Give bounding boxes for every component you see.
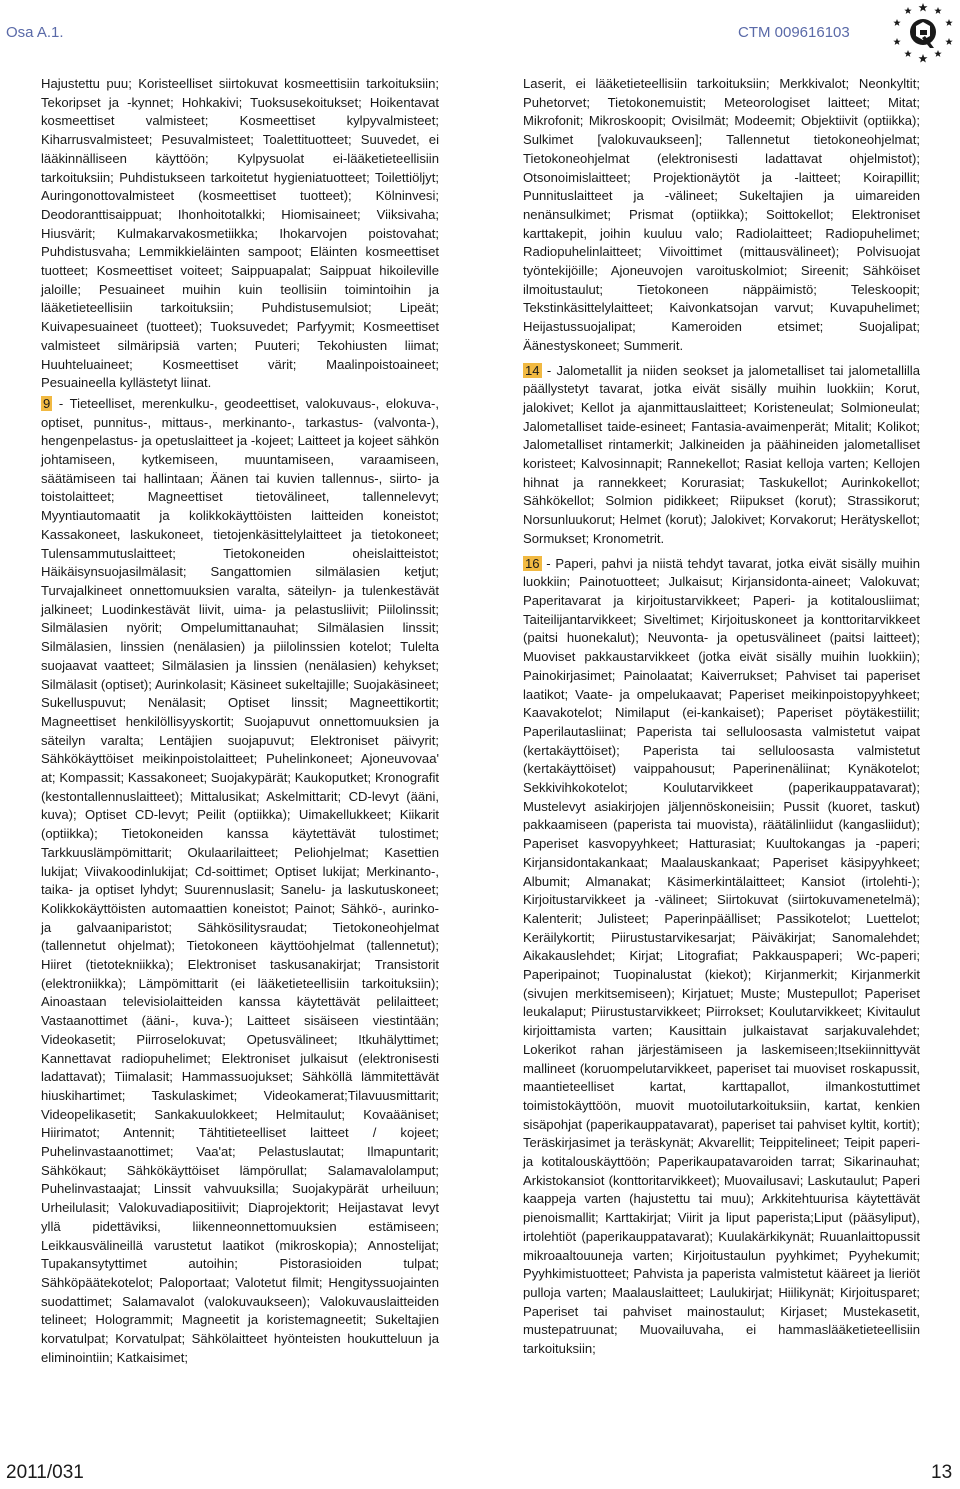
class-14-paragraph bbox=[523, 362, 920, 549]
left-intro-paragraph bbox=[41, 75, 439, 393]
class-9-text: - Tieteelliset, merenkulku-, geodeettiset, valokuvaus-, elokuva-, optiset, punnitus-, mittaus-, merkinanto-, tarkastus- (valvonta-), hengenpelastus- ja opetuslaitteet ja -kojeet; Laitteet ja kojeet sähkön johtamiseen, kytkemiseen, muuntamiseen, varaamiseen, säätämiseen tai hallintaan; Äänen tai kuvien tallennus-, siirto- ja toistolaitteet; Magneettiset tietovälineet, tallennelevyt; Myyntiautomaatit ja kolikkokäyttöisten laitteiden koneistot; Kassakoneet, laskukoneet, tietojenkäsittelylaitteet ja tietokoneet; Tulensammutuslaitteet; Tietokoneiden oheislaitteistot; Häikäisynsuojasilmälasit; Sangattomien silmälasien ketjut; Turvajalkineet onnettomuuksien varalta, säteilyn- ja tulenkestävät jalkineet; Luodinkestävät liivit, uima- ja pelastusliivit; Piilolinssit; Silmälasien nyörit; Ompelumittanauhat; Silmälasien linssit; Silmälasien, linssien (nenälasien) ja piilolinssien kotelot; Tulelta suojaavat vaatteet; Silmälasien ja linssien (nenälasien) kehykset; Silmälasit (optiset); Aurinkolasit; Käsineet sukeltajille; Suojakäsineet; Sukelluspuvut; Nenälasit; Optiset linssit; Magneettikortit; Magneettiset henkilöllisyyskortit; Suojapuvut onnettomuuksien ja säteilyn varalta; Lentäjien suojapuvut; Elektroniset päivyrit; Sähkökäyttöiset meikinpoistolaitteet; Puhelinkoneet; Ajoneuvovaa' at; Kompassit; Kassakoneet; Suojakypärät; Kaukoputket; Kronografit (kestontallennuslaitteet); Mittalusikat; Askelmittarit; CD-levyt (ääni, kuva); Optiset CD-levyt; Peilit (optiikka); Uimakellukkeet; Kiikarit (optiikka); Tietokoneiden kanssa käytettävät tulostimet; Tarkkuuslämpömittarit; Okulaarilaitteet; Peliohjelmat; Kasettien lukijat; Viivakoodinlukijat; Cd-soittimet; Optiset lukijat; Merkinanto-, taika- ja optiset lyhdyt; Suurennuslasit; Sanelu- ja laskutuskoneet; Kolikkokäyttöisten automaattien koneistot; Painot; Sähkö-, aurinko- ja galvaaniparistot; Sähkösilitysraudat; Tietokoneohjelmat (tallennetut ohjelmat); Tietokoneen käyttöohjelmat (tallennetut); Hiiret (tietotekniikka); Elektroniset taskusanakirjat; Transistorit (elektroniikka); Lämpömittarit (ei lääketieteellisiin tarkoituksiin); Ainoastaan televisiolaitteiden kanssa käytettävät pelilaitteet; Vastaanottimet (ääni-, kuva-); Laitteet sisäiseen viestintään; Videokasetit; Piirroselokuvat; Opetusvälineet; Itkuhälyttimet; Kannettavat radiopuhelimet; Elektroniset julkaisut (elektronisesti ladattavat); Tiimalasit; Hammassuojukset; Sähköllä lämmitettävät hiuskihartimet; Taskulaskimet; Videokamerat;Tilavuusmittarit; Videopelikasetit; Sankakuulokkeet; Helmitaulut; Kovaääniset; Hiirimatot; Antennit; Tähtitieteelliset laitteet / kojeet; Puhelinvastaanottimet; Vaa'at; Pelastuslautat; Ilmapuntarit; Sähkökaut; Sähkökäyttöiset lämpörullat; Salamavalolamput; Puhelinvastaajat; Linssit vahvuuksilla; Suojakypärät urheiluun; Urheilulasit; Valokuvadiapositiivit; Diaprojektorit; Heijastavat levyt yllä pidettäviksi, liikenneonnettomuuksien estämiseen; Leikkausvälineillä varustetut laatikot (mikroskopia); Annostelijat; Tupakansytyttimet autoihin; Pistorasioiden tulpat; Sähköpäätekotelot; Paloportaat; Valotetut filmit; Hengityssuojainten suodattimet; Salamavalot (valokuvaukseen); Valokuvauslaitteiden telineet; Hologrammit; Magneetit ja koristemagneetit; Sukeltajien korvatulpat; Korvatulpat; Sähkölaitteet hyönteisten houkutteluun ja eliminointiin; Katkaisimet; bbox=[41, 395, 439, 1365]
page-number: 13 bbox=[931, 1462, 953, 1483]
class-9-paragraph bbox=[41, 395, 439, 1368]
left-intro-text: Hajustettu puu; Koristeelliset siirtokuvat kosmeettisiin tarkoituksiin; Tekoripset ja -kynnet; Hohkakivi; Tuoksusekoitukset; Hoikentavat kosmeettiset valmisteet; Kosmeettiset kylpyvalmisteet; Kiharrusvalmisteet; Pesuvalmisteet; Toalettituotteet; Suuvedet, ei lääkinnälliseen käyttöön; Kylpysuolat ei-lääketieteellisiin tarkoituksiin; Puhdistukseen tarkoitetut hygieniatuotteet; Toilettiöljyt; Auringonottovalmisteet (kosmeettiset tuotteet); Kölninvesi; Deodoranttisaippuat; Ihonhoitotalkki; Hiomisaineet; Viiksivaha; Hiusvärit; Kulmakarvakosmetiikka; Ihokarvojen poistovahat; Puhdistusvaha; Lemmikkieläinten sampoot; Eläinten kosmeettiset tuotteet; Kosmeettiset voiteet; Saippuapalat; Saippuat hikoileville jaloille; Pesuaineet muihin kuin teollisiin toimintoihin ja lääketieteellisiin tarkoituksiin; Puhdistusemulsiot; Lipeät; Kuivapesuaineet (tuotteet); Tuoksuvedet; Parfyymit; Kosmeettiset valmisteet silmäripsiä varten; Puuteri; Tekohiusten liimat; Huuhteluaineet; Kosmeettiset värit; Maalinpoistoaineet; Pesuaineella kyllästetyt liinat. bbox=[41, 76, 439, 391]
class-16-paragraph bbox=[523, 555, 920, 1359]
section-label: Osa A.1. bbox=[6, 24, 64, 41]
left-column bbox=[41, 75, 439, 1370]
document-id: CTM 009616103 bbox=[738, 24, 850, 41]
page-header bbox=[0, 0, 960, 62]
right-intro-text: Laserit, ei lääketieteellisiin tarkoituksiin; Merkkivalot; Neonkyltit; Puhetorvet; Tietokonemuistit; Meteorologiset laitteet; Mitat; Mikrofonit; Mikroskoopit; Ovisilmät; Modeemit; Objektiivit (optiikka); Sulkimet [valokuvaukseen]; Tallennetut tietokoneohjelmat; Tietokoneohjelmat (elektronisesti ladattavat ohjelmistot); Otsonoimislaitteet; Projektionäytöt ja -laitteet; Koirapillit; Punnituslaitteet ja -välineet; Sukeltajien ja uimareiden nenänsulkimet; Prismat (optiikka); Soittokellot; Elektroniset karttakepit, joihin kuuluu valo; Radiolaitteet; Radiopuhelimet; Radiopuhelinlaitteet; Viivoittimet (mittausvälineet); Polvisuojat työntekijöille; Ajoneuvojen varoituskolmiot; Sireenit; Sähköiset ilmoitustaulut; Tietokoneen näppäimistö; Teleskoopit; Tekstinkäsittelylaitteet; Kaivonkatsojan varvut; Kuvapuhelimet; Heijastussuojalipat; Kameroiden etsimet; Suojalipat; Äänestyskoneet; Summerit. bbox=[523, 76, 920, 353]
right-intro-paragraph bbox=[523, 75, 920, 356]
class-16-text: - Paperi, pahvi ja niistä tehdyt tavarat, jotka eivät sisälly muihin luokkiin; Painotuotteet; Julkaisut; Kirjansidonta-aineet; Valokuvat; Paperitavarat ja kirjoitustarvikkeet; Paperi- ja kotitalousliimat; Taiteilijantarvikkeet; Siveltimet; Kirjoituskoneet ja konttoritarvikkeet (paitsi huonekalut); Neuvonta- ja opetusvälineet (paitsi laitteet); Muoviset pakkaustarvikkeet (jotka eivät sisälly muihin luokkiin); Painokirjasimet; Painolaatat; Kaiverrukset; Pahviset tai paperiset laatikot; Vaate- ja ompelukaavat; Paperiset meikinpoistopyyhkeet; Kaavakotelot; Nimilaput (ei-kankaiset); Paperiset pöytäkestiilit; Paperilautasliinat; Paperista tai selluloosasta valmistetut vaipat (kertakäyttöiset); Paperista tai selluloosasta valmistetut (kertakäyttöiset) vaippahousut; Paperinenäliinat; Kynäkotelot; Sekkivihkokotelot; Koulutarvikkeet (paperikauppatavarat); Mustelevyt asiakirjojen jäljennöskoneisiin; Pussit (kuoret, taskut) pakkaamiseen (paperista tai muovista), räätälinliidut (kangasliidut); Paperiset kasvopyyhkeet; Hatturasiat; Kuultokangas ja -paperi; Kirjansidontakankaat; Maalauskankaat; Paperiset käsipyyhkeet; Albumit; Almanakat; Käsimerkintälaitteet; Kansiot (irtolehti-); Kirjoitustarvikkeet ja -välineet; Siirtokuvat (siirtokuvamenetelmä); Kalenterit; Julisteet; Paperinpäälliset; Passikotelot; Luettelot; Keräilykortit; Piirustustarvikesarjat; Päiväkirjat; Sanomalehdet; Aikakauslehdet; Kirjat; Litografiat; Pakkauspaperi; Wc-paperi; Paperipainot; Tuopinalustat (kiekot); Kirjanmerkit; Kirjanmerkit (sivujen merkitsemiseen); Kirjatuet; Muste; Mustepullot; Paperiset leukalaput; Piirustustarvikkeet; Piirrokset; Koulutarvikkeet; Kivitaulut kirjoittamista varten; Kausittain julkaistavat sarjakuvalehdet; Lokerikot rahan järjestämiseen ja laskemiseen;Itsekiinnittyvät mallineet (koruompelutarvikkeet, paperiset tai muoviset roskapussit, maantieteelliset kartat, karttapallot, ilmankostuttimet toimistokäyttöön, muovit muotoilutarkoituksiin, kartat, kenkien sisäpohjat (paperikauppatavarat), paperiset tai pahviset kyltit, kortit); Teräskirjasimet ja teräskynät; Akvarellit; Teippitelineet; Teipit paperi- ja kotitalouskäyttöön; Paperikaupatavaroiden tarrat; Sikarinauhat; Arkistokansiot (konttoritarvikkeet); Muovailusavi; Laskutaulut; Paperi kaappeja varten (hajustettu tai muu); Arkkitehtuurisa käytettävät pienoismallit; Karttakirjat; Viirit ja liput paperista;Liput (pääsyliput), irtolehtiöt (paperikauppatavarat); Kuulakärkikynät; Ruuanlaittopussit mikroaaltouuneja varten; Kirjoitustaulun pyyhkimet; Pyyhekumit; Pyyhkimistuotteet; Pahvista ja paperista valmistetut kääreet ja lieriöt pulloja varten; Maalauslaitteet; Laulukirjat; Hiilikynät; Kirjoitusparet; Paperiset tai pahviset mainostaulut; Kirjaset; Mustekasetit, mustepatruunat; Muovailuvaha, ei hammaslääketieteellisiin tarkoituksiin; bbox=[523, 555, 920, 1357]
ohim-star-logo-icon bbox=[890, 2, 956, 64]
right-column bbox=[523, 75, 920, 1361]
class-16-number: 16 bbox=[525, 555, 540, 571]
issue-number: 2011/031 bbox=[6, 1462, 84, 1483]
class-9-number: 9 bbox=[43, 395, 51, 411]
class-14-text: - Jalometallit ja niiden seokset ja jalometalliset tai jalometallilla päällystetyt tavarat, jotka eivät sisälly muihin luokkiin; Korut, jalokivet; Kellot ja ajanmittauslaitteet; Koristeneulat; Solmioneulat; Jalometalliset taide-esineet; Fantasia-avaimenperät; Mitalit; Kolikot; Jalometalliset rintamerkit; Jalkineiden ja päähineiden jalometalliset koristeet; Kalvosinnapit; Rannekellot; Rasiat kelloja varten; Kellojen hihnat ja rannekkeet; Korurasiat; Taskukellot; Aurinkokellot; Sähkökellot; Solmion pidikkeet; Riipukset (korut); Strassikorut; Norsunluukorut; Helmet (korut); Jalokivet; Korvakorut; Herätyskellot; Sormukset; Kronometrit. bbox=[523, 362, 920, 546]
class-14-number: 14 bbox=[525, 362, 540, 378]
